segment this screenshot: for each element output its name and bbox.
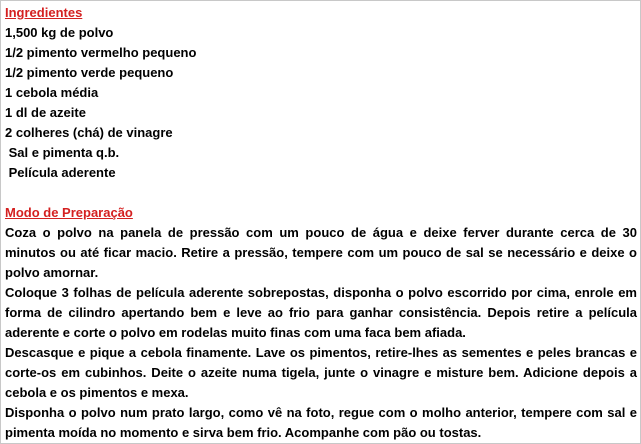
ingredient-item: 1 dl de azeite: [5, 105, 86, 120]
preparation-step-1: Coza o polvo na panela de pressão com um pouco de água e deixe ferver durante cerca de 30 minutos ou até ficar macio. Retire a pressão, tempere com um pouco de sal se necessário e deixe o polvo amornar.: [5, 225, 637, 280]
ingredient-item: Película aderente: [5, 165, 116, 180]
preparation-step-3: Descasque e pique a cebola finamente. Lave os pimentos, retire-lhes as sementes e peles brancas e corte-os em cubinhos. Deite o azeite numa tigela, junte o vinagre e misture bem. Adicione depois a cebola e os pimentos e mexa.: [5, 345, 637, 400]
preparation-step-4: Disponha o polvo num prato largo, como vê na foto, regue com o molho anterior, tempere com sal e pimenta moída no momento e sirva bem frio. Acompanhe com pão ou tostas.: [5, 405, 637, 440]
ingredients-list: [5, 23, 637, 183]
ingredient-item: 1 cebola média: [5, 85, 99, 100]
recipe-content: [5, 3, 637, 443]
preparation-step-2: Coloque 3 folhas de película aderente sobrepostas, disponha o polvo escorrido por cima, enrole em forma de cilindro apertando bem e leve ao frio para ganhar consistência. Depois retire a película aderente e corte o polvo em rodelas muito finas com uma faca bem afiada.: [5, 285, 637, 340]
ingredient-item: 1,500 kg de polvo: [5, 25, 114, 40]
section-spacer: [5, 183, 637, 203]
preparation-heading: Modo de Preparação: [5, 205, 133, 220]
ingredient-item: 1/2 pimento verde pequeno: [5, 65, 174, 80]
ingredient-item: 1/2 pimento vermelho pequeno: [5, 45, 197, 60]
ingredient-item: Sal e pimenta q.b.: [5, 145, 120, 160]
ingredients-heading: Ingredientes: [5, 5, 83, 20]
ingredient-item: 2 colheres (chá) de vinagre: [5, 125, 173, 140]
